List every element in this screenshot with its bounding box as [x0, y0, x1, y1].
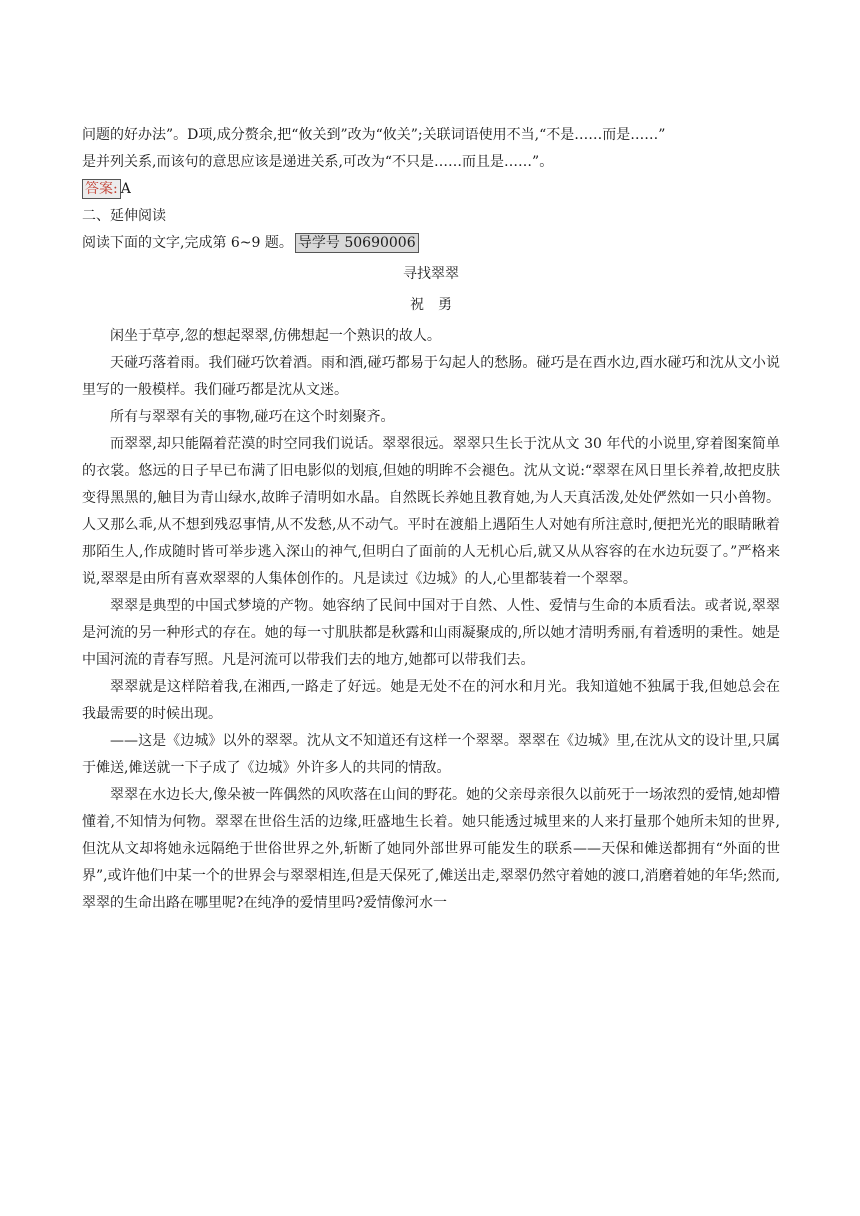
article-paragraph: 翠翠在水边长大,像朵被一阵偶然的风吹落在山间的野花。她的父亲母亲很久以前死于一场浓烈的爱情,她却懵懂着,不知情为何物。翠翠在世俗生活的边缘,旺盛地生长着。她只能透过城里来的人来打量那个她所未知的世界,但沈从文却将她永远隔绝于世俗世界之外,斩断了她同外部世界可能发生的联系——天保和傩送都拥有“外面的世界”,或许他们中某一个的世界会与翠翠相连,但是天保死了,傩送出走,翠翠仍然守着她的渡口,消磨着她的年华;然而,翠翠的生命出路在哪里呢?在纯净的爱情里吗?爱情像河水一 — [82, 787, 780, 911]
reading-instruction — [82, 230, 780, 257]
section-heading: 二、延伸阅读 — [82, 208, 166, 224]
instruction-text: 阅读下面的文字,完成第 6~9 题。 — [82, 235, 293, 251]
article-paragraph: 天碰巧落着雨。我们碰巧饮着酒。雨和酒,碰巧都易于勾起人的愁肠。碰巧是在酉水边,酉水碰巧和沈从文小说里写的一般模样。我们碰巧都是沈从文迷。 — [82, 355, 780, 398]
page-content — [82, 122, 780, 917]
guide-number-tag[interactable]: 导学号 50690006 — [295, 233, 419, 253]
article-paragraph: 闲坐于草亭,忽的想起翠翠,仿佛想起一个熟识的故人。 — [110, 328, 441, 344]
article-title: 寻找翠翠 — [403, 266, 459, 282]
answer-value: A — [120, 181, 131, 197]
article-author: 祝 勇 — [410, 297, 452, 313]
article-paragraph: ——这是《边城》以外的翠翠。沈从文不知道还有这样一个翠翠。翠翠在《边城》里,在沈从文的设计里,只属于傩送,傩送就一下子成了《边城》外许多人的共同的情敌。 — [82, 733, 780, 776]
explanation-line-2: 是并列关系,而该句的意思应该是递进关系,可改为“不只是……而且是……”。 — [82, 154, 554, 170]
article-paragraph: 所有与翠翠有关的事物,碰巧在这个时刻聚齐。 — [110, 409, 395, 425]
article-paragraph: 而翠翠,却只能隔着茫漠的时空同我们说话。翠翠很远。翠翠只生长于沈从文 30 年代的小说里,穿着图案简单的衣裳。悠远的日子早已布满了旧电影似的划痕,但她的明眸不会褪色。沈从文说:“翠翠在风日里长养着,故把皮肤变得黑黑的,触目为青山绿水,故眸子清明如水晶。自然既长养她且教育她,为人天真活泼,处处俨然如一只小兽物。人又那么乖,从不想到残忍事情,从不发愁,从不动气。平时在渡船上遇陌生人对她有所注意时,便把光光的眼睛瞅着那陌生人,作成随时皆可举步逃入深山的神气,但明白了面前的人无机心后,就又从从容容的在水边玩耍了。”严格来说,翠翠是由所有喜欢翠翠的人集体创作的。凡是读过《边城》的人,心里都装着一个翠翠。 — [82, 436, 780, 587]
explanation-line-1: 问题的好办法”。D项,成分赘余,把“攸关到”改为“攸关”;关联词语使用不当,“不是……而是……” — [82, 127, 666, 143]
article-paragraph: 翠翠就是这样陪着我,在湘西,一路走了好远。她是无处不在的河水和月光。我知道她不独属于我,但她总会在我最需要的时候出现。 — [82, 679, 780, 722]
answer-label[interactable]: 答案: — [82, 179, 121, 199]
article-paragraph: 翠翠是典型的中国式梦境的产物。她容纳了民间中国对于自然、人性、爱情与生命的本质看法。或者说,翠翠是河流的另一种形式的存在。她的每一寸肌肤都是秋露和山雨凝聚成的,所以她才清明秀丽,有着透明的秉性。她是中国河流的青春写照。凡是河流可以带我们去的地方,她都可以带我们去。 — [82, 598, 780, 668]
answer-line — [82, 176, 780, 203]
